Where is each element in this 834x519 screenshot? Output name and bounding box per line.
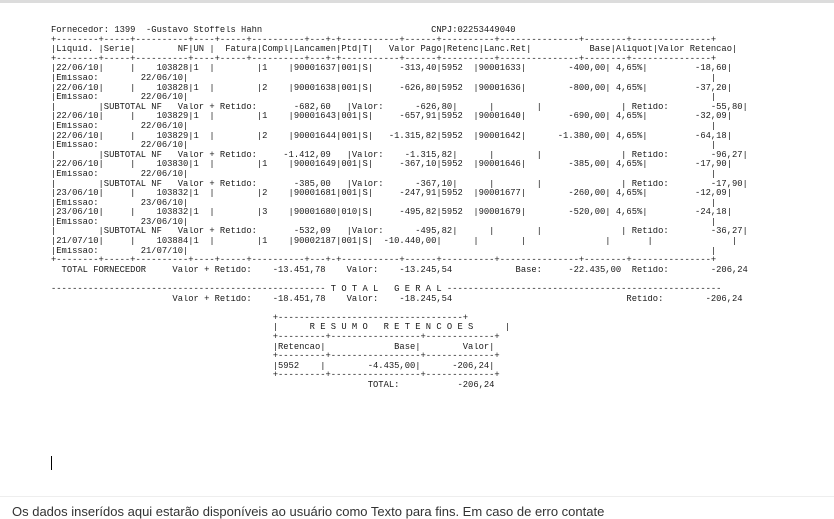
report-line: |23/06/10| | 103832|1 | |2 |90001681|001|S| -247,91|5952 |90001677| -260,00| 4,65%| -12,09| (51, 189, 732, 199)
report-line: |22/06/10| | 103829|1 | |1 |90001643|001|S| -657,91|5952 |90001640| -690,00| 4,65%| -32,09| (51, 112, 732, 122)
report-line: | |SUBTOTAL NF Valor + Retido: -682,60 |Valor: -626,80| | | | Retido: -55,80| (51, 102, 748, 112)
text-cursor (51, 456, 52, 470)
report-line: +--------+-----+----------+----+-----+----------+---+-+-----------+------+----------+---------------+--------+---------------+ (51, 35, 717, 45)
report-line: | |SUBTOTAL NF Valor + Retido: -532,09 |Valor: -495,82| | | | Retido: -36,27| (51, 227, 748, 237)
bottom-clipped-text: Os dados inserídos aqui estarão disponíveis ao usuário como Texto para fins. Em caso de erro contate (12, 504, 605, 519)
report-line: |23/06/10| | 103832|1 | |3 |90001680|010|S| -495,82|5952 |90001679| -520,00| 4,65%| -24,18| (51, 208, 732, 218)
report-line: |Retencao| Base| Valor| (51, 342, 495, 352)
report-line: +---------+-----------------+-------------+ (51, 352, 500, 362)
report-line: | |SUBTOTAL NF Valor + Retido: -385,00 |Valor: -367,10| | | | Retido: -17,90| (51, 179, 748, 189)
report-line: | |SUBTOTAL NF Valor + Retido: -1.412,09 |Valor: -1.315,82| | | | Retido: -96,27| (51, 150, 748, 160)
report-line: |5952 | -4.435,00| -206,24| (51, 361, 495, 371)
report-line: |21/07/10| | 103884|1 | |1 |90002187|001|S| -10.440,00| | | | | | (51, 237, 738, 247)
report-line: ---------------------------------------------------- T O T A L G E R A L ---------------------------------------------------- (51, 285, 722, 295)
report-line: |Emissao: 22/06/10| | (51, 121, 717, 131)
page-divider (0, 496, 834, 497)
report-line: | R E S U M O R E T E N C O E S | (51, 323, 511, 333)
report-line: Valor + Retido: -18.451,78 Valor: -18.245,54 Retido: -206,24 (51, 294, 743, 304)
report-line: |Liquid. |Serie| NF|UN | Fatura|Compl|Lancamen|Ptd|T| Valor Pago|Retenc|Lanc.Ret| Base|Aliquot|Valor Retencao| (51, 45, 738, 55)
report-line: |Emissao: 22/06/10| | (51, 73, 717, 83)
window-top-rule (0, 0, 834, 3)
report-line: |22/06/10| | 103828|1 | |1 |90001637|001|S| -313,40|5952 |90001633| -400,00| 4,65%| -18,60| (51, 64, 732, 74)
report-line: +---------+-----------------+-------------+ (51, 333, 500, 342)
report-line: TOTAL FORNECEDOR Valor + Retido: -13.451,78 Valor: -13.245,54 Base: -22.435,00 Retido: -206,24 (51, 265, 748, 275)
report-line: +--------+-----+----------+----+-----+----------+---+-+-----------+------+----------+---------------+--------+---------------+ (51, 54, 717, 64)
report-line: |Emissao: 21/07/10| | (51, 246, 717, 256)
report-line: +-----------------------------------+ (51, 313, 469, 323)
report-line: |Emissao: 23/06/10| | (51, 198, 717, 208)
report-text (51, 26, 831, 391)
report-line (51, 275, 831, 285)
report-line: |Emissao: 23/06/10| | (51, 217, 717, 227)
report-line: |22/06/10| | 103828|1 | |2 |90001638|001|S| -626,80|5952 |90001636| -800,00| 4,65%| -37,20| (51, 83, 732, 93)
report-line: |Emissao: 22/06/10| | (51, 141, 717, 151)
report-line: TOTAL: -206,24 (51, 380, 495, 390)
report-line: |Emissao: 22/06/10| | (51, 93, 717, 103)
report-line: |22/06/10| | 103830|1 | |1 |90001649|001|S| -367,10|5952 |90001646| -385,00| 4,65%| -17,90| (51, 160, 732, 170)
report-line: |Emissao: 22/06/10| | (51, 169, 717, 179)
report-line: |22/06/10| | 103829|1 | |2 |90001644|001|S| -1.315,82|5952 |90001642| -1.380,00| 4,65%| -64,18| (51, 131, 732, 141)
report-line: +---------+-----------------+-------------+ (51, 371, 500, 381)
report-line: Fornecedor: 1399 -Gustavo Stoffels Hahn CNPJ:02253449040 (51, 26, 516, 35)
report-line (51, 304, 831, 314)
report-line: +--------+-----+----------+----+-----+----------+---+-+-----------+------+----------+---------------+--------+---------------+ (51, 256, 717, 266)
